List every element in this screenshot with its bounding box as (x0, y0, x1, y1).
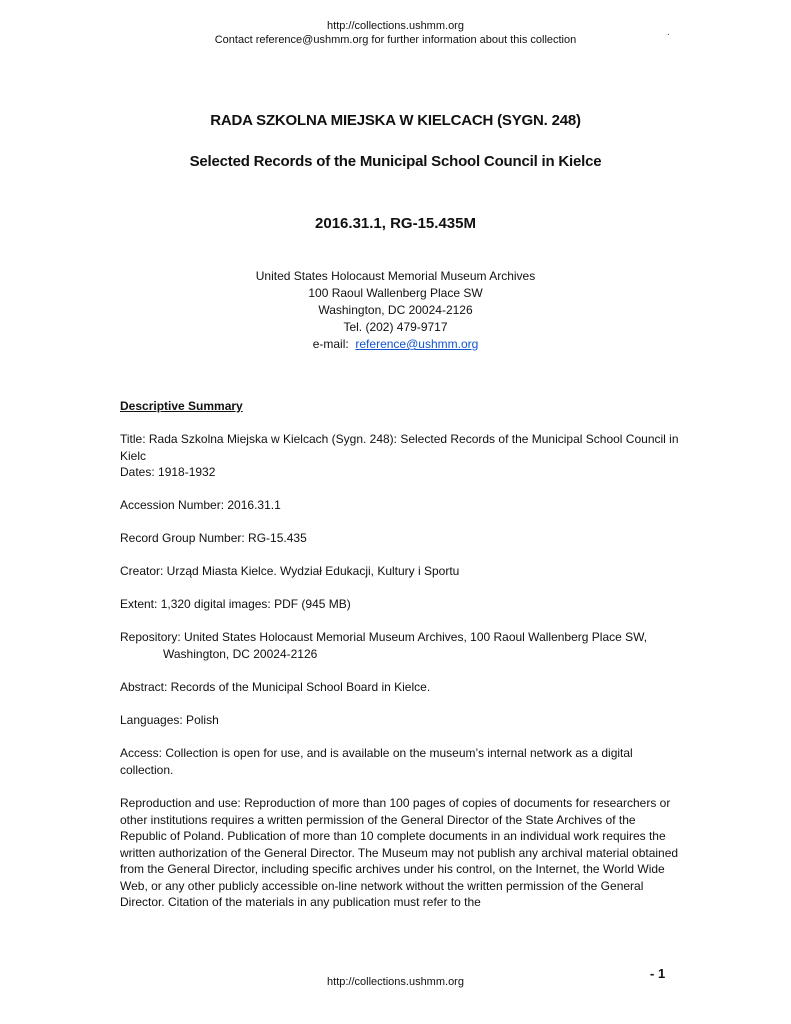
summary-languages: Languages: Polish (120, 713, 219, 727)
address-email-line (0, 336, 791, 353)
summary-accession: Accession Number: 2016.31.1 (120, 498, 281, 512)
header-dot: . (667, 27, 670, 38)
summary-reproduction: Reproduction and use: Reproduction of more than 100 pages of copies of documents for researchers or other institutions requires a written permission of the General Director of the State Archives of the Republic of Poland. Publication of more than 10 complete documents in an individual work requires the written authorization of the General Director. The Museum may not publish any archival material obtained from the General Director, including specific archives under his control, on the Internet, the World Wide Web, or any other publicly accessible on-line network without the written permission of the General Director. Citation of the materials in any publication must refer to the (120, 796, 679, 909)
summary-extent: Extent: 1,320 digital images: PDF (945 MB) (120, 597, 351, 611)
summary-dates: Dates: 1918-1932 (120, 465, 216, 479)
summary-access: Access: Collection is open for use, and is available on the museum’s internal network as a digital collection. (120, 746, 633, 777)
section-heading: Descriptive Summary (120, 399, 243, 413)
address-block (0, 268, 791, 353)
address-phone: Tel. (202) 479-9717 (343, 320, 448, 334)
email-label: e-mail: (312, 337, 349, 351)
header-contact: Contact reference@ushmm.org for further information about this collection (214, 34, 577, 46)
email-link[interactable]: reference@ushmm.org (355, 337, 479, 351)
address-line-3: Washington, DC 20024-2126 (318, 303, 473, 317)
summary-abstract: Abstract: Records of the Municipal School Board in Kielce. (120, 680, 431, 694)
document-numbers: 2016.31.1, RG-15.435M (315, 215, 476, 232)
summary-record-group: Record Group Number: RG-15.435 (120, 531, 307, 545)
document-title-polish: RADA SZKOLNA MIEJSKA W KIELCACH (SYGN. 248) (210, 112, 581, 129)
summary-creator: Creator: Urząd Miasta Kielce. Wydział Edukacji, Kultury i Sportu (120, 564, 460, 578)
address-line-2: 100 Raoul Wallenberg Place SW (308, 286, 483, 300)
footer-url: http://collections.ushmm.org (327, 976, 464, 988)
header-url: http://collections.ushmm.org (327, 20, 464, 32)
address-line-1: United States Holocaust Memorial Museum Archives (255, 269, 536, 283)
summary-repository: Repository: United States Holocaust Memorial Museum Archives, 100 Raoul Wallenberg Place SW, Washington, DC 20024-2126 (120, 630, 648, 661)
page-number: - 1 (650, 966, 666, 981)
document-title-english: Selected Records of the Municipal School Council in Kielce (189, 153, 602, 170)
summary-title: Title: Rada Szkolna Miejska w Kielcach (Sygn. 248): Selected Records of the Municipal School Council in Kielc (120, 432, 679, 463)
